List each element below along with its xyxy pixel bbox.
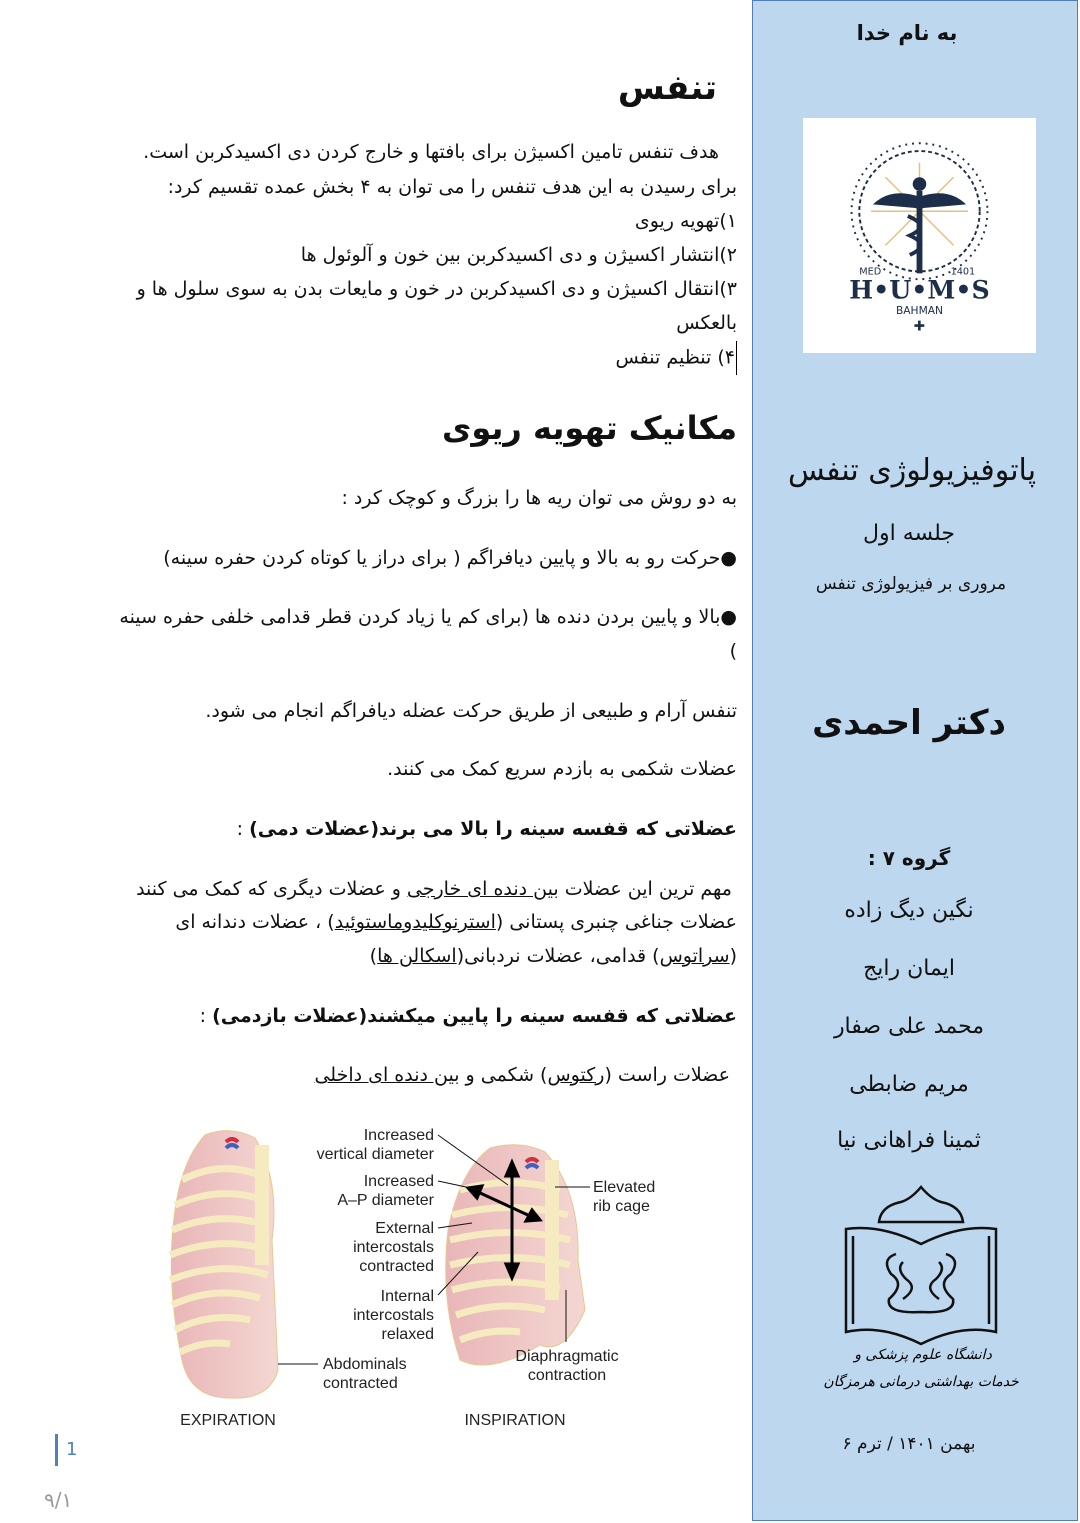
paragraph [175, 909, 737, 935]
label-elev-2: rib cage [593, 1198, 650, 1215]
inspiration-caption: INSPIRATION [464, 1412, 566, 1429]
logo-med: MED [859, 266, 882, 278]
university-name-2: خدمات بهداشتی درمانی هرمزگان [823, 1374, 1019, 1390]
intro-line: ۳)انتقال اکسیژن و دی اکسیدکربن در خون و مایعات بدن به سوی سلول ها و [136, 278, 737, 300]
paragraph [370, 943, 737, 969]
intro-line: هدف تنفس تامین اکسیژن برای بافتها و خارج کردن دی اکسیدکربن است. [143, 141, 719, 163]
bullet-item: ●حرکت رو به بالا و پایین دیافراگم ( برای دراز یا کوتاه کردن حفره سینه) [163, 547, 737, 569]
page-number: 1 [55, 1434, 77, 1466]
label-dia-2: contraction [527, 1367, 607, 1384]
label-ext-2: intercostals [353, 1239, 434, 1256]
intro-line[interactable] [615, 341, 737, 375]
logo-hums: H•U•M•S [849, 274, 990, 305]
label-dia-1: Diaphragmatic [515, 1348, 619, 1365]
paragraph [314, 1062, 730, 1088]
term: سراتوس [659, 945, 730, 967]
term: رکتوس [547, 1064, 605, 1086]
bismillah: به نام خدا [856, 21, 958, 45]
date-term: بهمن ۱۴۰۱ / ترم ۶ [842, 1434, 976, 1454]
session-label: جلسه اول [862, 521, 956, 546]
text: و عضلات دیگری که کمک می کنند [136, 878, 407, 900]
university-logo [823, 1184, 1019, 1404]
member-name: مریم ضابطی [849, 1072, 969, 1097]
colon: : [199, 1005, 213, 1027]
svg-text:✚: ✚ [913, 318, 926, 335]
text: عضلات جناغی چنبری پستانی ( [495, 911, 737, 933]
bullet-item-cont: ) [729, 640, 737, 662]
label-ap-2: A–P diameter [337, 1192, 434, 1209]
label-vertical-2: vertical diameter [316, 1146, 434, 1163]
text: ( [729, 945, 737, 967]
inspiratory-heading [237, 816, 737, 842]
group-label: گروه ۷ : [867, 846, 951, 870]
page-count: ۹/۱ [44, 1488, 73, 1512]
text: ) قدامی، عضلات نردبانی( [456, 945, 660, 967]
label-ext-1: External [375, 1220, 434, 1237]
label-ext-3: contracted [359, 1258, 434, 1275]
colon: : [236, 818, 250, 840]
bullet-item: ●بالا و پایین بردن دنده ها (برای کم یا زیاد کردن قطر قدامی خلفی حفره سینه [119, 606, 737, 628]
inspiratory-heading-text: عضلاتی که قفسه سینه را بالا می برند(عضلات دمی) [249, 818, 737, 840]
member-name: نگین دیگ زاده [844, 898, 974, 923]
label-int-1: Internal [380, 1288, 434, 1305]
expiratory-heading [200, 1003, 737, 1029]
cover-sidebar [752, 0, 1078, 1521]
paragraph: به دو روش می توان ریه ها را بزرگ و کوچک کرد : [341, 487, 737, 509]
text-cursor [736, 341, 737, 375]
label-vertical-1: Increased [363, 1127, 434, 1144]
term: بین دنده ای خارجی [406, 878, 559, 900]
logo-bahman: BAHMAN [895, 304, 944, 318]
session-subtitle: مروری بر فیزیولوژی تنفس [815, 574, 1007, 594]
paragraph [136, 876, 732, 902]
label-abd-2: contracted [323, 1375, 398, 1392]
course-title: پاتوفیزیولوژی تنفس [787, 453, 1037, 488]
intro-last: ۴) تنظیم تنفس [615, 346, 735, 369]
logo-year: 1401 [950, 266, 976, 278]
member-name: محمد علی صفار [833, 1014, 985, 1039]
paragraph: عضلات شکمی به بازدم سریع کمک می کنند. [387, 758, 737, 780]
university-name-1: دانشگاه علوم پزشکی و [854, 1347, 992, 1363]
expiration-caption: EXPIRATION [180, 1412, 276, 1429]
intro-line: بالعکس [676, 312, 737, 334]
label-int-3: relaxed [381, 1326, 434, 1343]
member-name: ثمینا فراهانی نیا [837, 1128, 981, 1153]
text: ) ، عضلات دندانه ای [175, 911, 335, 933]
term: بین دنده ای داخلی [314, 1064, 460, 1086]
hums-logo [803, 118, 1036, 353]
term: اسکالن ها [377, 945, 457, 967]
member-name: ایمان رایج [863, 956, 955, 981]
text: ) [369, 945, 378, 967]
intro-line: ۱)تهویه ریوی [634, 210, 737, 232]
text: عضلات راست ( [604, 1064, 730, 1086]
expiration-ribcage [170, 1131, 278, 1398]
term: استرنوکلیدوماستوئید [334, 911, 496, 933]
page-title: تنفس [617, 68, 717, 108]
lecturer-name: دکتر احمدی [812, 703, 1006, 743]
text: مهم ترین این عضلات [558, 878, 732, 900]
paragraph: تنفس آرام و طبیعی از طریق حرکت عضله دیافراگم انجام می شود. [205, 700, 737, 722]
breathing-mechanics-figure [160, 1120, 670, 1440]
inspiration-ribcage [446, 1145, 585, 1365]
label-ap-1: Increased [363, 1173, 434, 1190]
expiratory-heading-text: عضلاتی که قفسه سینه را پایین میکشند(عضلات بازدمی) [212, 1005, 737, 1027]
label-abd-1: Abdominals [323, 1356, 407, 1373]
intro-line: برای رسیدن به این هدف تنفس را می توان به ۴ بخش عمده تقسیم کرد: [167, 176, 737, 198]
label-int-2: intercostals [353, 1307, 434, 1324]
section-heading: مکانیک تهویه ریوی [441, 409, 737, 447]
text: ) شکمی و [459, 1064, 548, 1086]
intro-line: ۲)انتشار اکسیژن و دی اکسیدکربن بین خون و آلوئول ها [300, 244, 737, 266]
label-elev-1: Elevated [593, 1179, 656, 1196]
